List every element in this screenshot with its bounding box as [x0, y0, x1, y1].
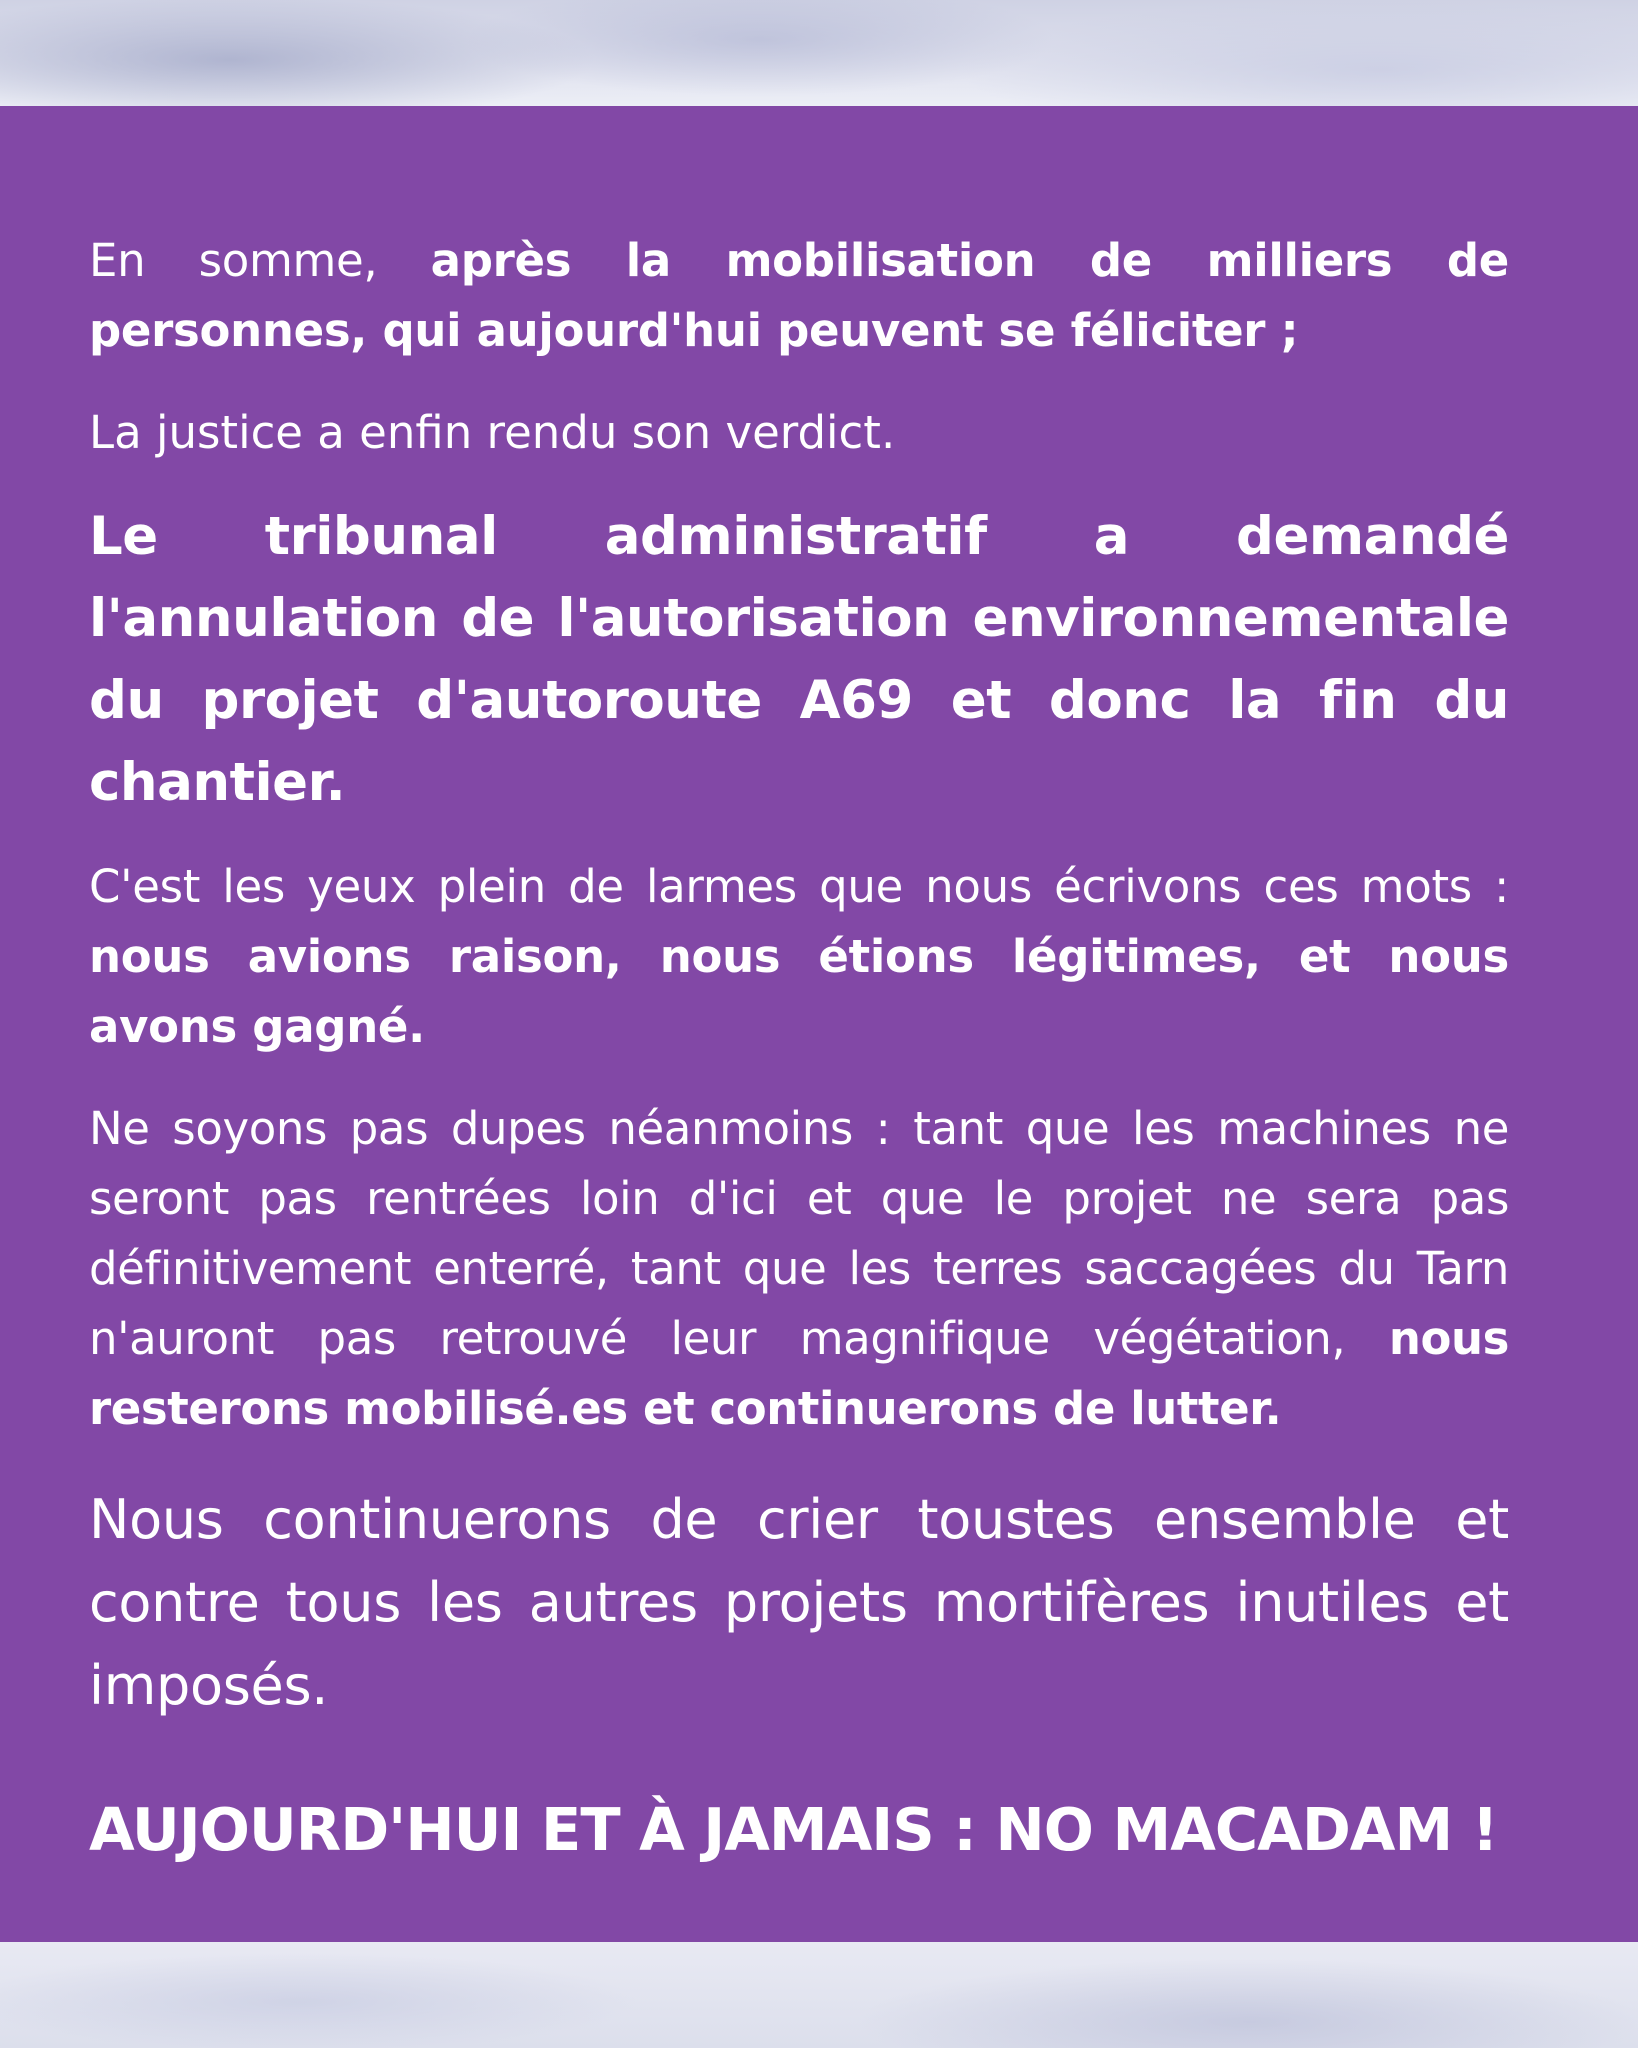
victory-emphasis: nous avions raison, nous étions légitimes, et nous avons gagné. — [89, 930, 1509, 1053]
victory-lead: C'est les yeux plein de larmes que nous écrivons ces mots : — [89, 860, 1509, 913]
continue-paragraph: Nous continuerons de crier toustes ensemble et contre tous les autres projets mortifères inutiles et imposés. — [89, 1488, 1509, 1717]
intro-lead: En somme, — [89, 234, 431, 287]
intro-emphasis: après la mobilisation de milliers de personnes, qui aujourd'hui peuvent se féliciter ; — [89, 234, 1510, 357]
vigilance-lead: Ne soyons pas dupes néanmoins : tant que les machines ne seront pas rentrées loin d'ici et que le projet ne sera pas définitivement enterré, tant que les terres saccagées du Tarn n'auront pas retrouvé leur magnifique végétation, — [89, 1102, 1509, 1365]
purple-text-panel — [0, 106, 1638, 1942]
vigilance-paragraph — [89, 1094, 1509, 1444]
sky-background-bottom — [0, 1942, 1638, 2048]
vigilance-emphasis: nous resterons mobilisé.es et continuerons de lutter. — [89, 1312, 1509, 1435]
tribunal-paragraph: Le tribunal administratif a demandé l'annulation de l'autorisation environnementale du projet d'autoroute A69 et donc la fin du chantier. — [89, 506, 1509, 813]
intro-paragraph — [89, 226, 1509, 366]
closing-slogan: AUJOURD'HUI ET À JAMAIS : NO MACADAM ! — [89, 1795, 1498, 1864]
verdict-paragraph: La justice a enfin rendu son verdict. — [89, 406, 896, 459]
victory-paragraph — [89, 852, 1509, 1062]
statement-text — [89, 226, 1509, 1875]
sky-background-top — [0, 0, 1638, 106]
